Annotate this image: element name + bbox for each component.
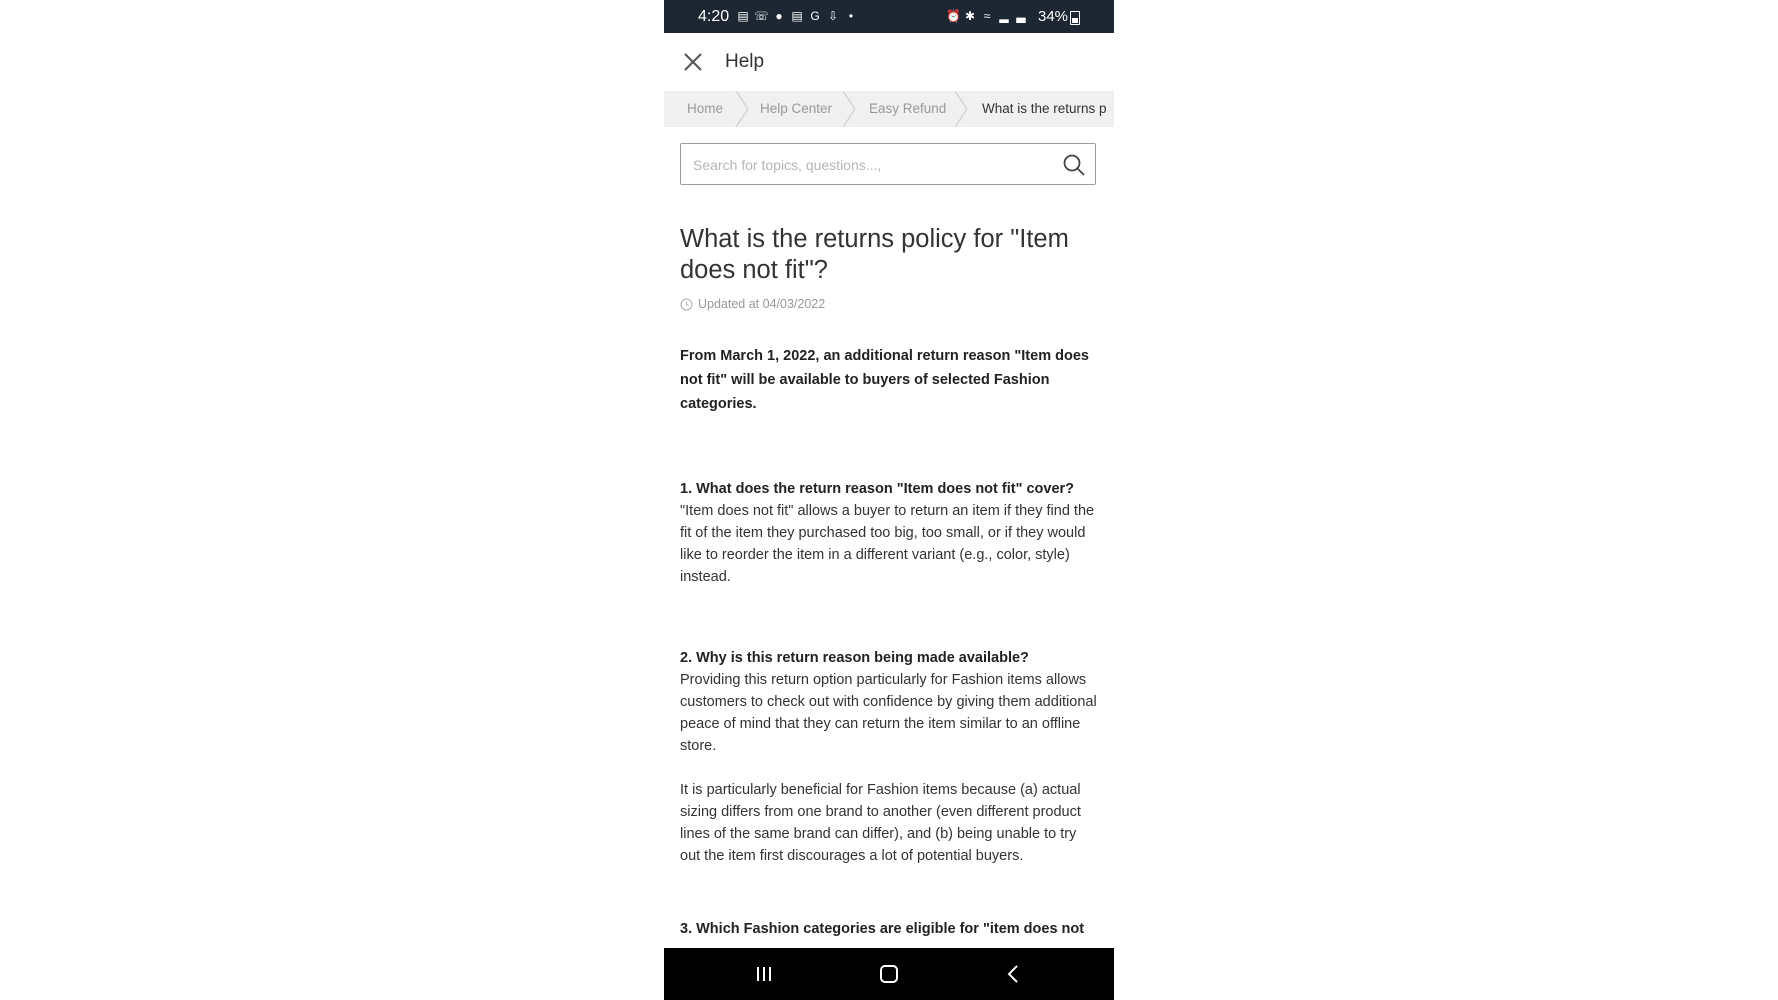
viber-icon: ☏ (754, 9, 770, 23)
question-2 (680, 647, 1100, 867)
signal-icon: ▂ (999, 9, 1009, 23)
question-heading: 3. Which Fashion categories are eligible for "item does not (680, 921, 1085, 937)
clock-icon (680, 298, 693, 311)
header-title: Help (725, 51, 765, 72)
status-time: 4:20 (698, 8, 730, 25)
google-icon: G (810, 9, 820, 23)
bluetooth-icon: ✱ (964, 9, 976, 23)
notification-icons (736, 9, 858, 23)
breadcrumb-help-center[interactable]: Help Center (760, 101, 833, 116)
messenger-icon: ● (775, 9, 783, 23)
article-content (680, 224, 1100, 940)
breadcrumb-home[interactable]: Home (687, 101, 724, 116)
question-3 (680, 918, 1100, 940)
article-title: What is the returns policy for "Item does not fit"? (680, 225, 1069, 284)
battery-percent: 34% (1038, 8, 1069, 25)
recent-apps-icon[interactable] (752, 962, 776, 986)
download-icon: ⇩ (827, 9, 839, 23)
question-heading: 1. What does the return reason "Item does not fit" cover? (680, 481, 1075, 497)
message-icon: ▤ (791, 9, 803, 23)
battery-icon (1070, 11, 1080, 25)
question-1 (680, 478, 1100, 588)
breadcrumb-current: What is the returns p (982, 101, 1107, 116)
chevron-right-icon (953, 91, 967, 127)
breadcrumb-easy-refund[interactable]: Easy Refund (869, 101, 947, 116)
help-header (664, 33, 1114, 91)
wifi-icon: ≈ (983, 9, 991, 23)
alarm-icon: ⏰ (946, 9, 961, 23)
close-icon[interactable] (680, 49, 706, 75)
article-intro: From March 1, 2022, an additional return reason "Item does not fit" will be available to buyers of selected Fashion categories. (680, 348, 1089, 412)
updated-date (680, 297, 1100, 311)
home-icon[interactable] (877, 962, 901, 986)
search-box (680, 143, 1096, 185)
message-icon: ▤ (737, 9, 749, 23)
chevron-right-icon (841, 91, 855, 127)
search-icon[interactable] (1062, 153, 1086, 177)
question-answer: It is particularly beneficial for Fashion items because (a) actual sizing differs from one brand to another (even different product lines of the same brand can differ), and (b) being unable to try out the item first discourages a lot of potential buyers. (680, 782, 1081, 864)
question-heading: 2. Why is this return reason being made available? (680, 650, 1029, 666)
system-icons (946, 9, 1028, 23)
phone-screen (664, 0, 1114, 1000)
chevron-right-icon (734, 91, 748, 127)
signal-icon: ▃ (1016, 9, 1026, 23)
breadcrumb (664, 91, 1114, 127)
back-icon[interactable] (1002, 962, 1026, 986)
search-input[interactable] (693, 154, 1053, 176)
status-bar (664, 0, 1114, 33)
system-nav-bar (664, 948, 1114, 1000)
dot-icon: • (848, 9, 854, 23)
updated-text: Updated at 04/03/2022 (698, 297, 826, 311)
question-answer: "Item does not fit" allows a buyer to return an item if they find the fit of the item they purchased too big, too small, or if they would like to reorder the item in a different variant (e.g., color, style) instead. (680, 503, 1095, 585)
question-answer: Providing this return option particularly for Fashion items allows customers to check out with confidence by giving them additional peace of mind that they can return the item similar to an offline store. (680, 672, 1097, 754)
